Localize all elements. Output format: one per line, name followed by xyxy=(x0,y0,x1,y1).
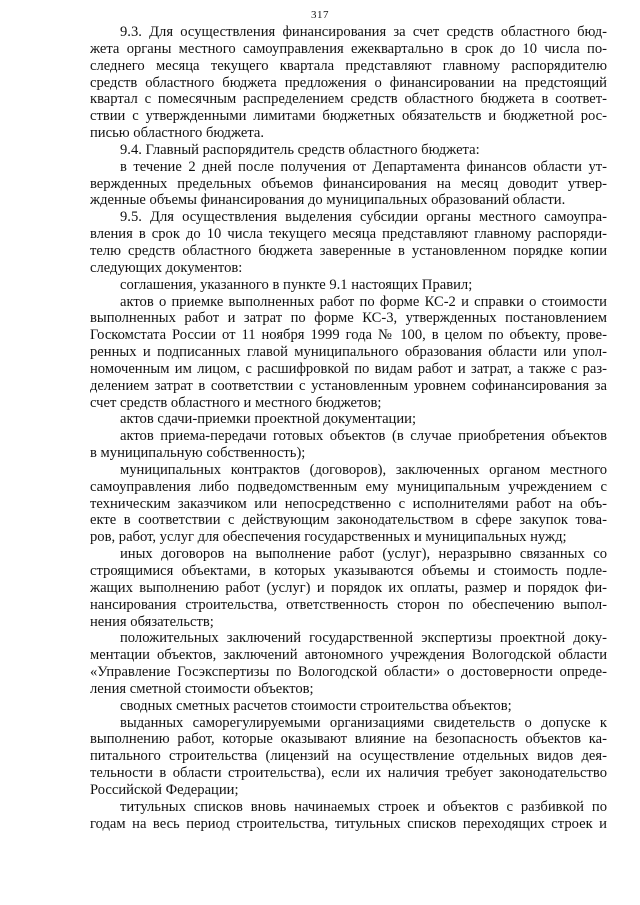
text-line: соглашения, указанного в пункте 9.1 настоящих Правил; xyxy=(120,276,473,293)
text-line: ров, работ, услуг для обеспечения государственных и муниципальных нужд; xyxy=(90,529,567,546)
text-line: ментации объектов, заключений автономного учреждения Вологодской области xyxy=(90,647,607,664)
text-line: телю средств областного бюджета заверенные в установленном порядке копии xyxy=(90,242,607,259)
text-line: в течение 2 дней после получения от Департамента финансов области ут- xyxy=(120,158,607,175)
text-line: вления в срок до 10 числа текущего месяца представляют главному распоряди- xyxy=(90,226,607,243)
text-line: актов о приемке выполненных работ по форме КС-2 и справки о стоимости xyxy=(120,293,607,310)
text-line: выданных саморегулируемыми организациями свидетельств о допуске к xyxy=(120,714,607,731)
text-line: нения обязательств; xyxy=(90,613,214,630)
text-line: иных договоров на выполнение работ (услуг), неразрывно связанных со xyxy=(120,546,607,563)
text-line: Госкомстата России от 11 ноября 1999 года № 100, в целом по объекту, прове- xyxy=(90,327,607,344)
text-line: муниципальных контрактов (договоров), заключенных органом местного xyxy=(120,461,607,478)
text-line: Российской Федерации; xyxy=(90,781,239,798)
text-line: актов сдачи-приемки проектной документации; xyxy=(120,411,417,428)
document-body xyxy=(90,24,607,833)
text-line: титульных списков вновь начинаемых строек и объектов с разбивкой по xyxy=(120,798,607,815)
text-line: в муниципальную собственность); xyxy=(90,445,306,462)
text-line: сводных сметных расчетов стоимости строительства объектов; xyxy=(120,697,512,714)
text-line: положительных заключений государственной экспертизы проектной доку- xyxy=(120,630,607,647)
text-line: 9.5. Для осуществления выделения субсидии органы местного самоупра- xyxy=(120,209,607,226)
text-line: самоуправления либо подведомственным ему муниципальным учреждением с xyxy=(90,478,607,495)
text-line: актов приема-передачи готовых объектов (в случае приобретения объектов xyxy=(120,428,607,445)
text-line: писью областного бюджета. xyxy=(90,125,265,142)
text-line: выполнению работ, которые оказывают влияние на безопасность объектов ка- xyxy=(90,731,607,748)
text-line: счет средств областного и местного бюджетов; xyxy=(90,394,382,411)
text-line: годам на весь период строительства, титульных списков переходящих строек и xyxy=(90,815,607,832)
text-line: жета органы местного самоуправления ежеквартально в срок до 10 числа по- xyxy=(90,40,607,57)
text-line: жденные объемы финансирования до муниципальных образований области. xyxy=(90,192,566,209)
text-line: квартал с помесячным распределением средств областного бюджета в соответ- xyxy=(90,91,607,108)
text-line: тельности в области строительства), если их наличия требует законодательство xyxy=(90,765,607,782)
text-line: вержденных предельных объемов финансирования на месяц доводит утвер- xyxy=(90,175,607,192)
text-line: екте в соответствии с действующим законодательством в сфере закупок това- xyxy=(90,512,607,529)
text-line: 9.3. Для осуществления финансирования за счет средств областного бюд- xyxy=(120,24,607,40)
text-line: «Управление Госэкспертизы по Вологодской области» о достоверности опреде- xyxy=(90,664,607,681)
text-line: питального строительства (лицензий на осуществление отдельных видов дея- xyxy=(90,748,607,765)
text-line: следующих документов: xyxy=(90,259,243,276)
text-line: средств областного бюджета предложения о финансировании на предстоящий xyxy=(90,74,607,91)
text-line: ствии с утвержденными лимитами бюджетных обязательств и бюджетной рос- xyxy=(90,108,607,125)
page-number: 317 xyxy=(311,9,329,21)
text-line: номоченным им лицом, с расшифровкой по видам работ и затрат, а также с раз- xyxy=(90,360,607,377)
text-line: строящимися объектами, в которых указываются объемы и стоимость подле- xyxy=(90,563,607,579)
text-line: нансирования строительства, ответственность сторон по обеспечению выпол- xyxy=(90,596,607,613)
text-line: ренных и подписанных главой муниципального образования области или упол- xyxy=(90,344,607,361)
text-line: жащих выполнению работ (услуг) и порядок их оплаты, размер и порядок фи- xyxy=(90,579,607,596)
text-line: 9.4. Главный распорядитель средств областного бюджета: xyxy=(120,141,480,158)
text-line: следнего месяца текущего квартала представляют главному распорядителю xyxy=(90,57,607,74)
text-line: выполненных работ и затрат по форме КС-3, утвержденных постановлением xyxy=(90,310,607,327)
text-line: ления сметной стоимости объектов; xyxy=(90,680,314,697)
text-line: делением затрат в соответствии с установленным уровнем софинансирования за xyxy=(90,377,607,394)
text-line: техническим заказчиком или непосредственно с исполнителями работ на объ- xyxy=(90,495,607,512)
